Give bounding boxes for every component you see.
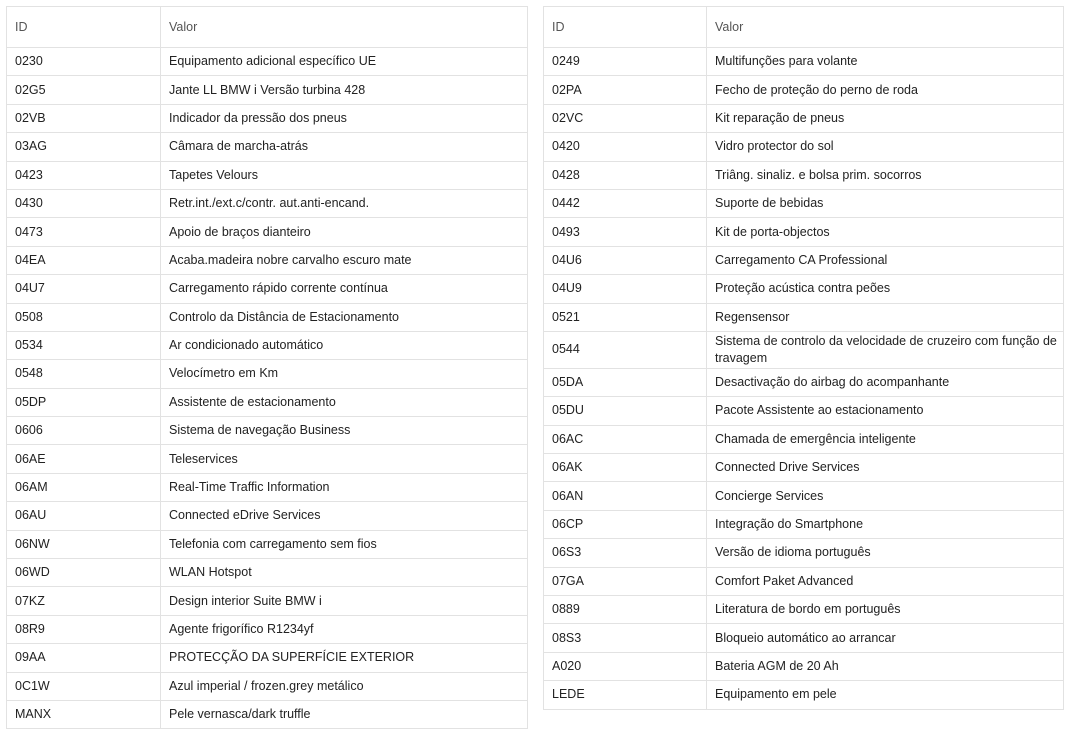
- option-id-cell: 06NW: [7, 530, 161, 558]
- option-value-cell: Multifunções para volante: [707, 48, 1064, 76]
- option-id-cell: 08R9: [7, 615, 161, 643]
- option-value-cell: Desactivação do airbag do acompanhante: [707, 368, 1064, 396]
- option-value-cell: Concierge Services: [707, 482, 1064, 510]
- option-id-cell: 0548: [7, 360, 161, 388]
- option-id-cell: 06AC: [544, 425, 707, 453]
- table-row: [7, 189, 528, 217]
- options-table-left: [6, 6, 528, 729]
- option-value-cell: Integração do Smartphone: [707, 510, 1064, 538]
- table-row: [544, 397, 1064, 425]
- option-value-cell: Sistema de controlo da velocidade de cruzeiro com função de travagem: [707, 331, 1064, 368]
- option-id-cell: 06AK: [544, 454, 707, 482]
- option-id-cell: 06CP: [544, 510, 707, 538]
- table-header-row: [544, 7, 1064, 48]
- table-row: [544, 681, 1064, 709]
- option-value-cell: Telefonia com carregamento sem fios: [161, 530, 528, 558]
- option-value-cell: Comfort Paket Advanced: [707, 567, 1064, 595]
- table-row: [544, 48, 1064, 76]
- option-id-cell: 0442: [544, 189, 707, 217]
- table-row: [7, 445, 528, 473]
- option-value-cell: Assistente de estacionamento: [161, 388, 528, 416]
- table-row: [7, 700, 528, 728]
- option-id-cell: 08S3: [544, 624, 707, 652]
- option-id-cell: 05DA: [544, 368, 707, 396]
- option-id-cell: 04U7: [7, 275, 161, 303]
- table-row: [7, 417, 528, 445]
- table-row: [544, 246, 1064, 274]
- table-row: [544, 161, 1064, 189]
- option-value-cell: Suporte de bebidas: [707, 189, 1064, 217]
- option-value-cell: Controlo da Distância de Estacionamento: [161, 303, 528, 331]
- table-row: [7, 331, 528, 359]
- option-value-cell: Vidro protector do sol: [707, 133, 1064, 161]
- option-id-cell: 06AN: [544, 482, 707, 510]
- option-value-cell: Ar condicionado automático: [161, 331, 528, 359]
- table-row: [544, 510, 1064, 538]
- table-row: [7, 133, 528, 161]
- table-row: [7, 559, 528, 587]
- option-value-cell: Sistema de navegação Business: [161, 417, 528, 445]
- table-row: [544, 454, 1064, 482]
- option-value-cell: Equipamento adicional específico UE: [161, 48, 528, 76]
- table-row: [7, 246, 528, 274]
- option-id-cell: 09AA: [7, 644, 161, 672]
- option-value-cell: Apoio de braços dianteiro: [161, 218, 528, 246]
- option-id-cell: 06AE: [7, 445, 161, 473]
- option-id-cell: 06WD: [7, 559, 161, 587]
- option-id-cell: 03AG: [7, 133, 161, 161]
- option-value-cell: Pele vernasca/dark truffle: [161, 700, 528, 728]
- option-id-cell: 0521: [544, 303, 707, 331]
- option-id-cell: 0230: [7, 48, 161, 76]
- option-value-cell: Equipamento em pele: [707, 681, 1064, 709]
- table-row: [7, 161, 528, 189]
- table-row: [7, 644, 528, 672]
- option-id-cell: A020: [544, 652, 707, 680]
- table-row: [544, 596, 1064, 624]
- option-id-cell: 06AM: [7, 473, 161, 501]
- option-id-cell: 07GA: [544, 567, 707, 595]
- table-row: [7, 530, 528, 558]
- option-id-cell: 0249: [544, 48, 707, 76]
- table-row: [7, 672, 528, 700]
- option-value-cell: Kit de porta-objectos: [707, 218, 1064, 246]
- option-id-cell: MANX: [7, 700, 161, 728]
- option-value-cell: Carregamento CA Professional: [707, 246, 1064, 274]
- option-id-cell: 04U6: [544, 246, 707, 274]
- table-row: [544, 652, 1064, 680]
- table-row: [544, 567, 1064, 595]
- table-row: [544, 133, 1064, 161]
- option-id-cell: 0508: [7, 303, 161, 331]
- table-row: [7, 615, 528, 643]
- column-header-valor: Valor: [161, 7, 528, 48]
- option-id-cell: 0423: [7, 161, 161, 189]
- option-value-cell: Bloqueio automático ao arrancar: [707, 624, 1064, 652]
- option-value-cell: Fecho de proteção do perno de roda: [707, 76, 1064, 104]
- column-header-id: ID: [7, 7, 161, 48]
- option-value-cell: Connected eDrive Services: [161, 502, 528, 530]
- table-body: [544, 48, 1064, 710]
- option-id-cell: 06AU: [7, 502, 161, 530]
- column-header-valor: Valor: [707, 7, 1064, 48]
- option-id-cell: 0473: [7, 218, 161, 246]
- option-id-cell: 02VB: [7, 104, 161, 132]
- option-value-cell: Connected Drive Services: [707, 454, 1064, 482]
- options-table-right: [543, 6, 1064, 710]
- table-row: [544, 482, 1064, 510]
- option-id-cell: 0428: [544, 161, 707, 189]
- option-id-cell: 0493: [544, 218, 707, 246]
- option-value-cell: Indicador da pressão dos pneus: [161, 104, 528, 132]
- option-value-cell: Design interior Suite BMW i: [161, 587, 528, 615]
- option-value-cell: Retr.int./ext.c/contr. aut.anti-encand.: [161, 189, 528, 217]
- table-row: [7, 48, 528, 76]
- option-id-cell: 0420: [544, 133, 707, 161]
- option-id-cell: LEDE: [544, 681, 707, 709]
- option-value-cell: PROTECÇÃO DA SUPERFÍCIE EXTERIOR: [161, 644, 528, 672]
- table-header-row: [7, 7, 528, 48]
- option-value-cell: Jante LL BMW i Versão turbina 428: [161, 76, 528, 104]
- option-value-cell: Teleservices: [161, 445, 528, 473]
- option-value-cell: WLAN Hotspot: [161, 559, 528, 587]
- table-row: [544, 368, 1064, 396]
- table-row: [544, 76, 1064, 104]
- option-value-cell: Azul imperial / frozen.grey metálico: [161, 672, 528, 700]
- option-id-cell: 0C1W: [7, 672, 161, 700]
- option-id-cell: 04EA: [7, 246, 161, 274]
- option-id-cell: 0606: [7, 417, 161, 445]
- option-value-cell: Proteção acústica contra peões: [707, 275, 1064, 303]
- table-row: [7, 275, 528, 303]
- table-row: [544, 331, 1064, 368]
- table-row: [7, 104, 528, 132]
- option-id-cell: 02PA: [544, 76, 707, 104]
- option-value-cell: Kit reparação de pneus: [707, 104, 1064, 132]
- table-row: [7, 76, 528, 104]
- option-id-cell: 05DU: [544, 397, 707, 425]
- option-id-cell: 0430: [7, 189, 161, 217]
- table-row: [7, 360, 528, 388]
- table-row: [544, 624, 1064, 652]
- option-value-cell: Tapetes Velours: [161, 161, 528, 189]
- option-id-cell: 05DP: [7, 388, 161, 416]
- column-header-id: ID: [544, 7, 707, 48]
- option-value-cell: Regensensor: [707, 303, 1064, 331]
- table-row: [544, 218, 1064, 246]
- table-row: [7, 587, 528, 615]
- option-value-cell: Real-Time Traffic Information: [161, 473, 528, 501]
- table-row: [7, 303, 528, 331]
- option-value-cell: Pacote Assistente ao estacionamento: [707, 397, 1064, 425]
- table-row: [544, 275, 1064, 303]
- option-value-cell: Velocímetro em Km: [161, 360, 528, 388]
- option-value-cell: Acaba.madeira nobre carvalho escuro mate: [161, 246, 528, 274]
- option-id-cell: 02G5: [7, 76, 161, 104]
- table-row: [7, 388, 528, 416]
- option-value-cell: Câmara de marcha-atrás: [161, 133, 528, 161]
- table-row: [7, 218, 528, 246]
- table-row: [7, 502, 528, 530]
- option-id-cell: 0889: [544, 596, 707, 624]
- option-value-cell: Literatura de bordo em português: [707, 596, 1064, 624]
- option-value-cell: Carregamento rápido corrente contínua: [161, 275, 528, 303]
- table-row: [544, 303, 1064, 331]
- option-value-cell: Triâng. sinaliz. e bolsa prim. socorros: [707, 161, 1064, 189]
- option-id-cell: 0544: [544, 331, 707, 368]
- option-value-cell: Chamada de emergência inteligente: [707, 425, 1064, 453]
- table-row: [7, 473, 528, 501]
- table-row: [544, 189, 1064, 217]
- table-body: [7, 48, 528, 729]
- option-id-cell: 06S3: [544, 539, 707, 567]
- table-row: [544, 425, 1064, 453]
- option-id-cell: 0534: [7, 331, 161, 359]
- option-value-cell: Versão de idioma português: [707, 539, 1064, 567]
- table-row: [544, 539, 1064, 567]
- option-id-cell: 07KZ: [7, 587, 161, 615]
- table-row: [544, 104, 1064, 132]
- option-id-cell: 04U9: [544, 275, 707, 303]
- option-id-cell: 02VC: [544, 104, 707, 132]
- option-value-cell: Agente frigorífico R1234yf: [161, 615, 528, 643]
- option-value-cell: Bateria AGM de 20 Ah: [707, 652, 1064, 680]
